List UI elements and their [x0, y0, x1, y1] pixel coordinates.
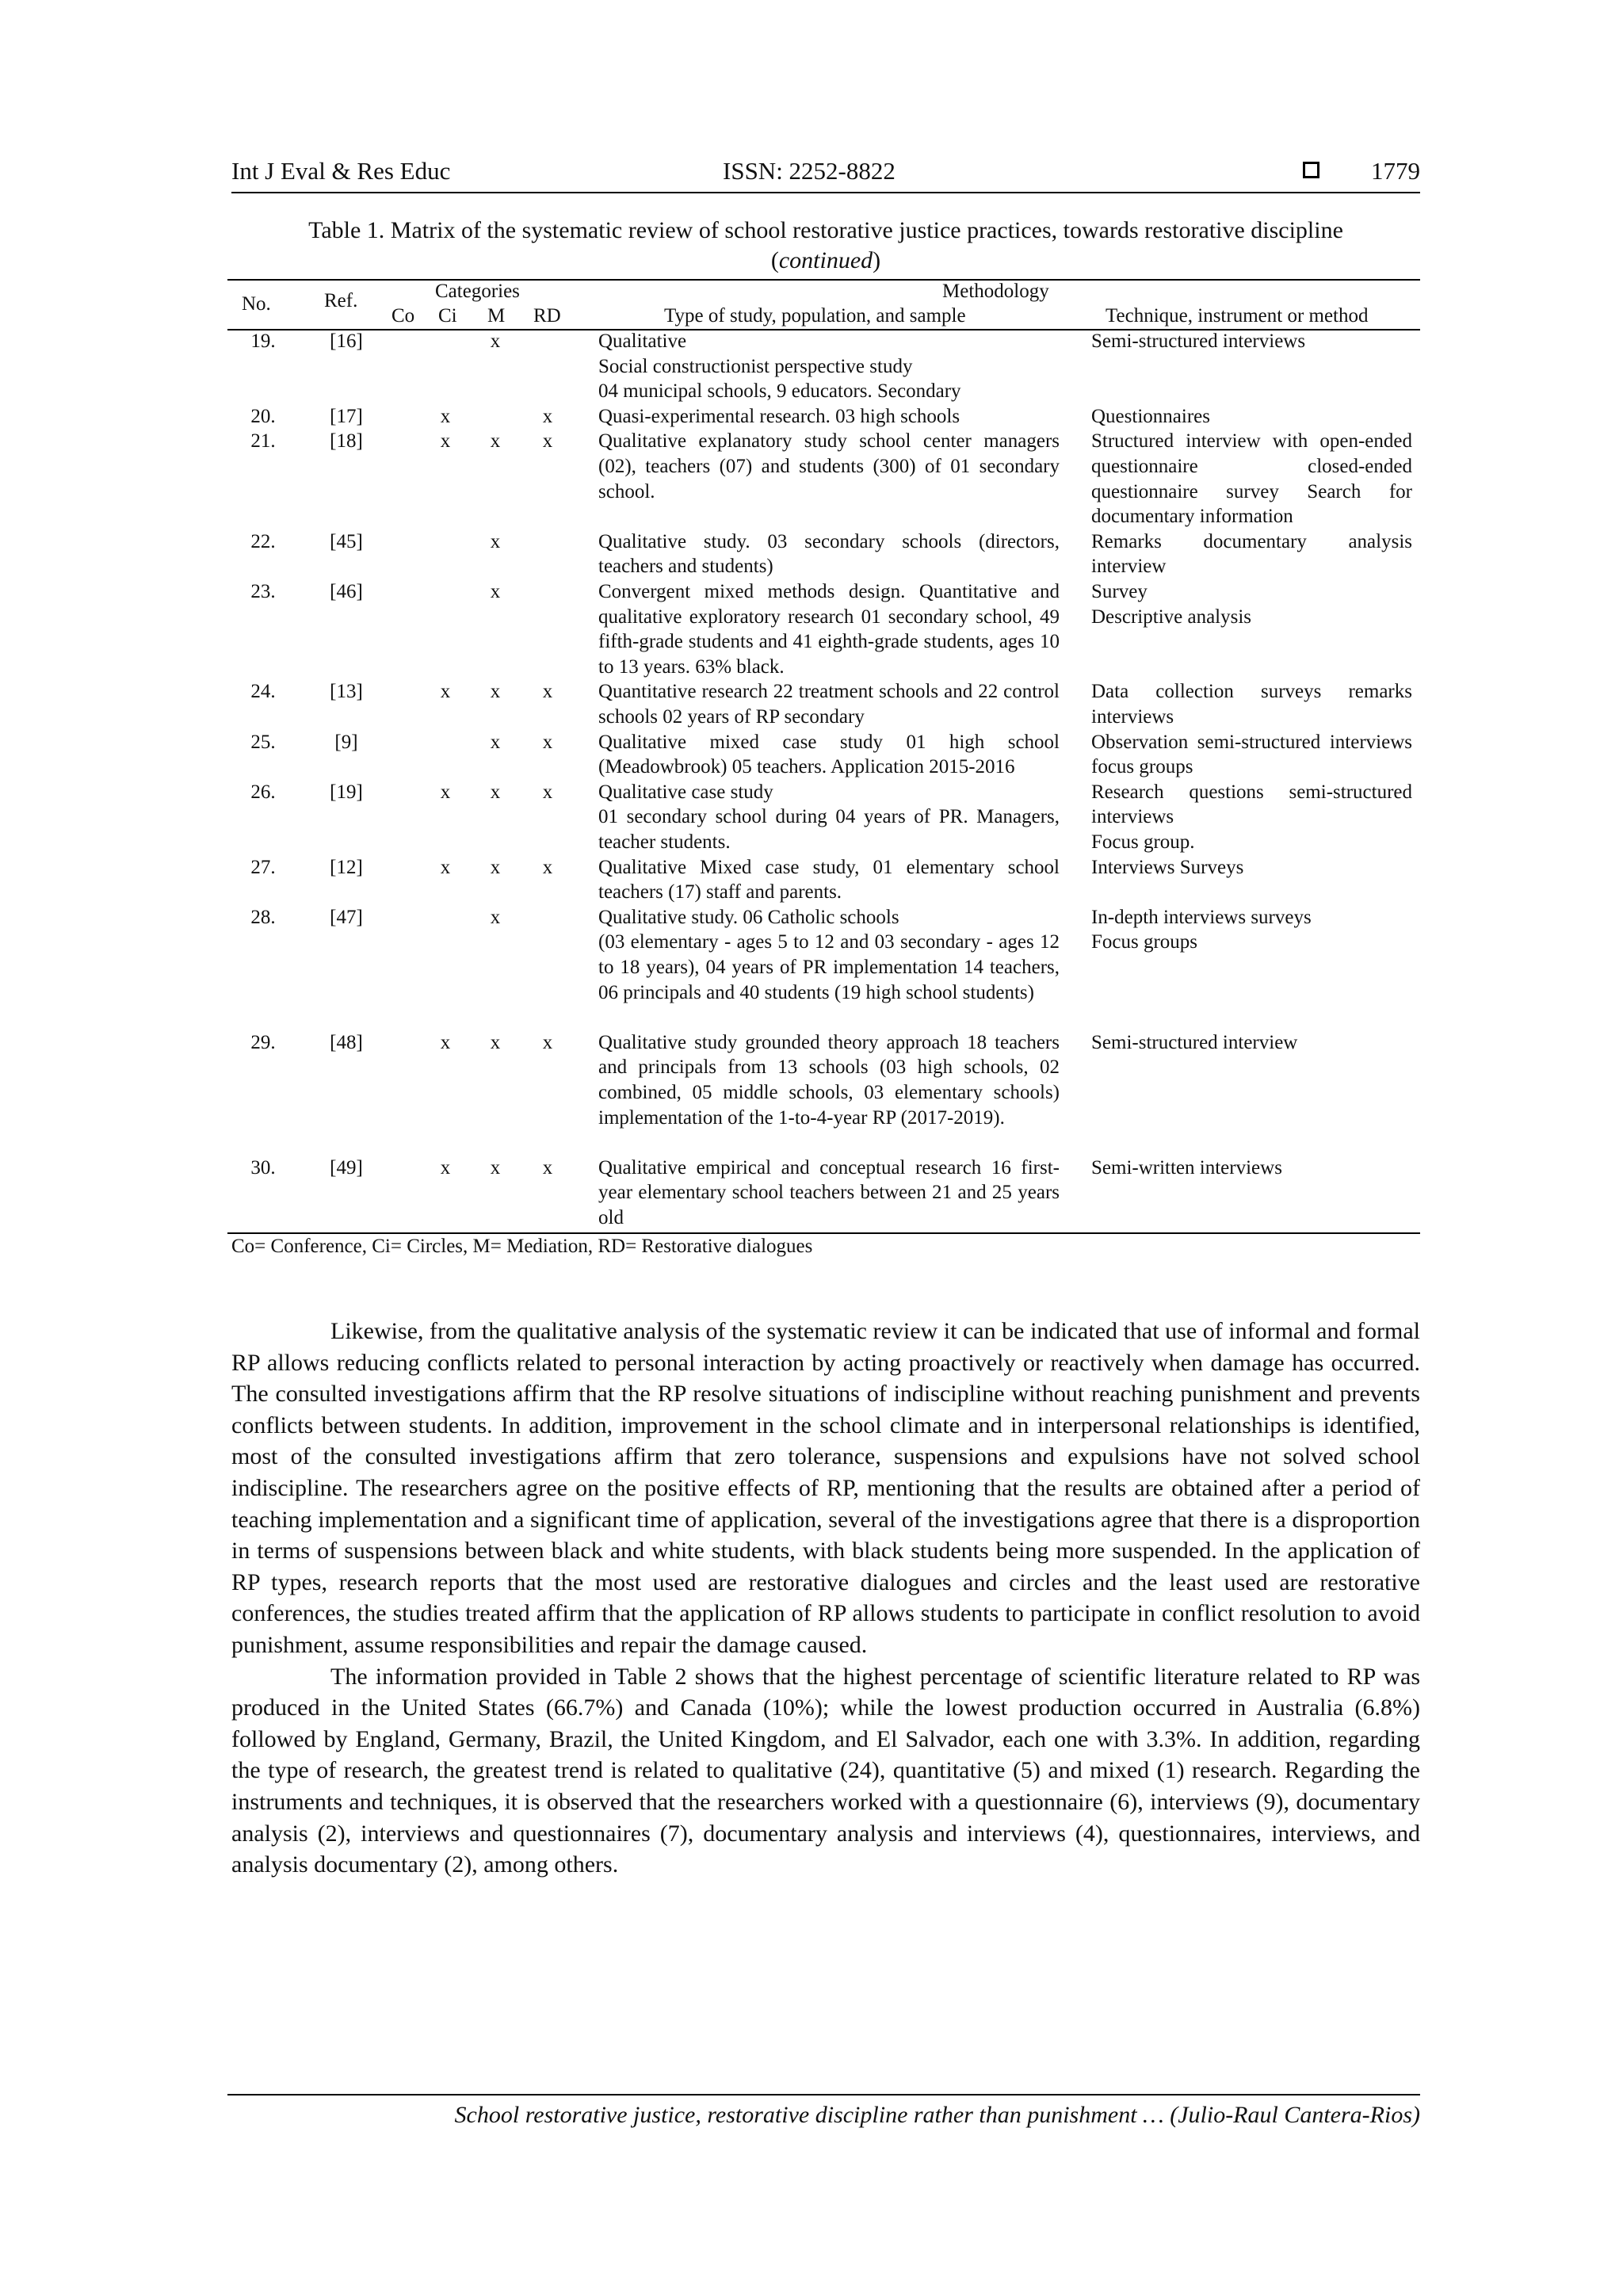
page-number: 1779	[1371, 157, 1420, 185]
cell-technique	[1091, 1156, 1412, 1181]
cell-ci: x	[440, 430, 451, 453]
cell-type-line: (03 elementary - ages 5 to 12 and 03 secondary - ages 12 to 18 years), 04 years of PR implementation 14 teachers, 06 principals and 40 students (19 high school students)	[598, 931, 1060, 1003]
cell-type	[598, 529, 1060, 579]
cell-rd: x	[542, 405, 553, 427]
cell-no: 19.	[250, 330, 276, 352]
header-ref: Ref.	[324, 290, 358, 311]
cell-rd: x	[542, 681, 553, 703]
cell-technique	[1091, 1030, 1412, 1056]
cell-type-line: Qualitative Mixed case study, 01 elementary school teachers (17) staff and parents.	[598, 856, 1060, 904]
cell-type-line: Quasi-experimental research. 03 high schools	[598, 405, 960, 427]
cell-technique	[1091, 579, 1412, 629]
cell-rd: x	[542, 1156, 553, 1179]
cell-type-line: Convergent mixed methods design. Quantitative and qualitative exploratory research 01 secondary school, 49 fifth-grade students and 41 eighth-grade students, ages 10 to 13 years. 63% black.	[598, 581, 1060, 678]
cell-technique-line: Focus group.	[1091, 831, 1195, 853]
cell-ref: [13]	[330, 681, 363, 703]
cell-m: x	[490, 856, 501, 878]
footer-text: School restorative justice, restorative discipline rather than punishment … (Julio-Raul Cantera-Rios)	[454, 2102, 1420, 2128]
cell-type-line: 04 municipal schools, 9 educators. Secondary	[598, 380, 961, 403]
header-methodology: Methodology	[942, 281, 1049, 302]
cell-rd: x	[542, 430, 553, 453]
cell-no: 29.	[250, 1031, 276, 1053]
cell-technique	[1091, 780, 1412, 855]
cell-type-line: Qualitative study. 06 Catholic schools	[598, 906, 899, 928]
cell-type	[598, 855, 1060, 905]
cell-type	[598, 329, 1060, 404]
cell-type-line: Qualitative	[598, 330, 687, 352]
cell-m: x	[490, 581, 501, 602]
header-type: Type of study, population, and sample	[664, 305, 966, 327]
cell-no: 24.	[250, 681, 276, 703]
cell-technique	[1091, 529, 1412, 579]
cell-technique-line: Focus groups	[1091, 931, 1198, 953]
cell-m: x	[490, 1156, 501, 1179]
cell-m: x	[490, 530, 501, 552]
cell-technique	[1091, 404, 1412, 430]
cell-ref: [47]	[330, 906, 363, 928]
cell-m: x	[490, 430, 501, 453]
cell-technique	[1091, 905, 1412, 955]
cell-type-line: Qualitative study. 03 secondary schools (directors, teachers and students)	[598, 530, 1060, 578]
cell-ci: x	[440, 681, 451, 703]
cell-technique	[1091, 855, 1412, 881]
cell-technique	[1091, 329, 1412, 354]
cell-ci: x	[440, 781, 451, 803]
cell-no: 27.	[250, 856, 276, 878]
cell-type	[598, 429, 1060, 504]
caption-continued: continued	[778, 247, 873, 273]
issn: ISSN: 2252-8822	[723, 157, 896, 185]
paragraph-2: The information provided in Table 2 shows that the highest percentage of scientific literature related to RP was produced in the United States (66.7%) and Canada (10%); while the lowest production occurred in Australia (6.8%) followed by England, Germany, Brazil, the United Kingdom, and El Salvador, each one with 3.3%. In addition, regarding the type of research, the greatest trend is related to qualitative (24), quantitative (5) and mixed (1) research. Regarding the instruments and techniques, it is observed that the researchers worked with a questionnaire (6), interviews (9), documentary analysis (2), interviews and questionnaires (7), documentary analysis and interviews (4), questionnaires, interviews, and analysis documentary (2), among others.	[231, 1663, 1420, 1878]
cell-technique	[1091, 679, 1412, 729]
body-text	[231, 1316, 1420, 1881]
cell-technique-line: Descriptive analysis	[1091, 606, 1252, 628]
cell-technique-line: Questionnaires	[1091, 405, 1210, 427]
cell-ref: [18]	[330, 430, 363, 453]
cell-ci: x	[440, 856, 451, 878]
cell-technique	[1091, 429, 1412, 529]
cell-technique-line: Interviews Surveys	[1091, 856, 1244, 878]
cell-technique-line: Semi-structured interviews	[1091, 330, 1306, 352]
cell-ref: [19]	[330, 781, 363, 803]
cell-type-line: Qualitative study grounded theory approach 18 teachers and principals from 13 schools (03 high schools, 02 combined, 05 middle schools, 03 elementary schools) implementation of the 1-to-4-year RP (2017-2019).	[598, 1031, 1060, 1129]
table-caption: Table 1. Matrix of the systematic review of school restorative justice practices, towards restorative discipline (continued)	[308, 217, 1343, 273]
cell-rd: x	[542, 856, 553, 878]
cell-technique-line: Structured interview with open-ended questionnaire closed-ended questionnaire survey Search for documentary information	[1091, 430, 1412, 528]
cell-technique-line: Research questions semi-structured interviews	[1091, 781, 1412, 828]
running-footer	[227, 2094, 1420, 2128]
table-top-rule	[227, 279, 1420, 281]
cell-ref: [49]	[330, 1156, 363, 1179]
cell-technique-line: Semi-written interviews	[1091, 1156, 1282, 1179]
header-m: M	[487, 305, 506, 327]
cell-rd: x	[542, 1031, 553, 1053]
cell-technique-line: Remarks documentary analysis interview	[1091, 530, 1412, 578]
cell-no: 28.	[250, 906, 276, 928]
cell-ref: [45]	[330, 530, 363, 552]
cell-type	[598, 730, 1060, 780]
caption-text: Table 1. Matrix of the systematic review of school restorative justice practices, towards restorative discipline	[308, 217, 1343, 243]
paragraph-1: Likewise, from the qualitative analysis of the systematic review it can be indicated that use of informal and formal RP allows reducing conflicts related to personal interaction by acting proactively or reactively when damage has occurred. The consulted investigations affirm that the RP resolve situations of indiscipline without reaching punishment and prevents conflicts between students. In addition, improvement in the school climate and in interpersonal relationships is identified, most of the consulted investigations affirm that zero tolerance, suspensions and expulsions have not solved school indiscipline. The researchers agree on the positive effects of RP, mentioning that the results are obtained after a period of teaching implementation and a significant time of application, several of the investigations agree that there is a disproportion in terms of suspensions between black and white students, with black students being more suspended. In the application of RP types, research reports that the most used are restorative dialogues and circles and the least used are restorative conferences, the studies treated affirm that the application of RP allows students to participate in conflict resolution to avoid punishment, assume responsibilities and repair the damage caused.	[231, 1318, 1420, 1658]
cell-rd: x	[542, 731, 553, 753]
cell-no: 21.	[250, 430, 276, 453]
cell-no: 23.	[250, 581, 276, 602]
cell-m: x	[490, 731, 501, 753]
header-categories: Categories	[435, 281, 520, 302]
table-note: Co= Conference, Ci= Circles, M= Mediation, RD= Restorative dialogues	[231, 1235, 813, 1257]
cell-technique-line: Survey	[1091, 581, 1148, 602]
cell-type-line: Quantitative research 22 treatment schools and 22 control schools 02 years of RP secondary	[598, 681, 1060, 728]
cell-type-line: Qualitative case study	[598, 781, 773, 803]
cell-type-line: 01 secondary school during 04 years of PR. Managers, teacher students.	[598, 806, 1060, 853]
cell-ci: x	[440, 1156, 451, 1179]
cell-ref: [16]	[330, 330, 363, 352]
cell-type-line: Social constructionist perspective study	[598, 355, 913, 377]
cell-m: x	[490, 1031, 501, 1053]
cell-no: 30.	[250, 1156, 276, 1179]
cell-no: 20.	[250, 405, 276, 427]
header-ci: Ci	[438, 305, 457, 327]
cell-m: x	[490, 681, 501, 703]
cell-m: x	[490, 781, 501, 803]
cell-no: 22.	[250, 530, 276, 552]
cell-no: 26.	[250, 781, 276, 803]
header-no: No.	[242, 293, 271, 315]
cell-technique	[1091, 730, 1412, 780]
cell-type-line: Qualitative explanatory study school center managers (02), teachers (07) and students (300) of 01 secondary school.	[598, 430, 1060, 502]
cell-type	[598, 905, 1060, 1005]
cell-ref: [17]	[330, 405, 363, 427]
cell-type-line: Qualitative empirical and conceptual research 16 first-year elementary school teachers between 21 and 25 years old	[598, 1156, 1060, 1228]
cell-type	[598, 679, 1060, 729]
header-co: Co	[391, 305, 415, 327]
cell-type	[598, 1156, 1060, 1231]
cell-ci: x	[440, 1031, 451, 1053]
cell-technique-line: Semi-structured interview	[1091, 1031, 1298, 1053]
cell-m: x	[490, 330, 501, 352]
header-rd: RD	[533, 305, 561, 327]
cell-technique-line: In-depth interviews surveys	[1091, 906, 1312, 928]
cell-ref: [12]	[330, 856, 363, 878]
cell-m: x	[490, 906, 501, 928]
checkbox-square-icon	[1303, 162, 1319, 178]
cell-technique-line: Data collection surveys remarks interviews	[1091, 681, 1412, 728]
journal-name: Int J Eval & Res Educ	[231, 157, 451, 185]
cell-no: 25.	[250, 731, 276, 753]
cell-type	[598, 579, 1060, 679]
header-technique: Technique, instrument or method	[1106, 305, 1369, 327]
cell-type-line: Qualitative mixed case study 01 high school (Meadowbrook) 05 teachers. Application 2015-2016	[598, 731, 1060, 778]
cell-type	[598, 780, 1060, 855]
cell-ci: x	[440, 405, 451, 427]
cell-ref: [48]	[330, 1031, 363, 1053]
cell-type	[598, 1030, 1060, 1130]
cell-ref: [46]	[330, 581, 363, 602]
cell-type	[598, 404, 1060, 430]
cell-technique-line: Observation semi-structured interviews focus groups	[1091, 731, 1412, 778]
cell-rd: x	[542, 781, 553, 803]
running-header	[231, 154, 1420, 193]
cell-ref: [9]	[334, 731, 358, 753]
